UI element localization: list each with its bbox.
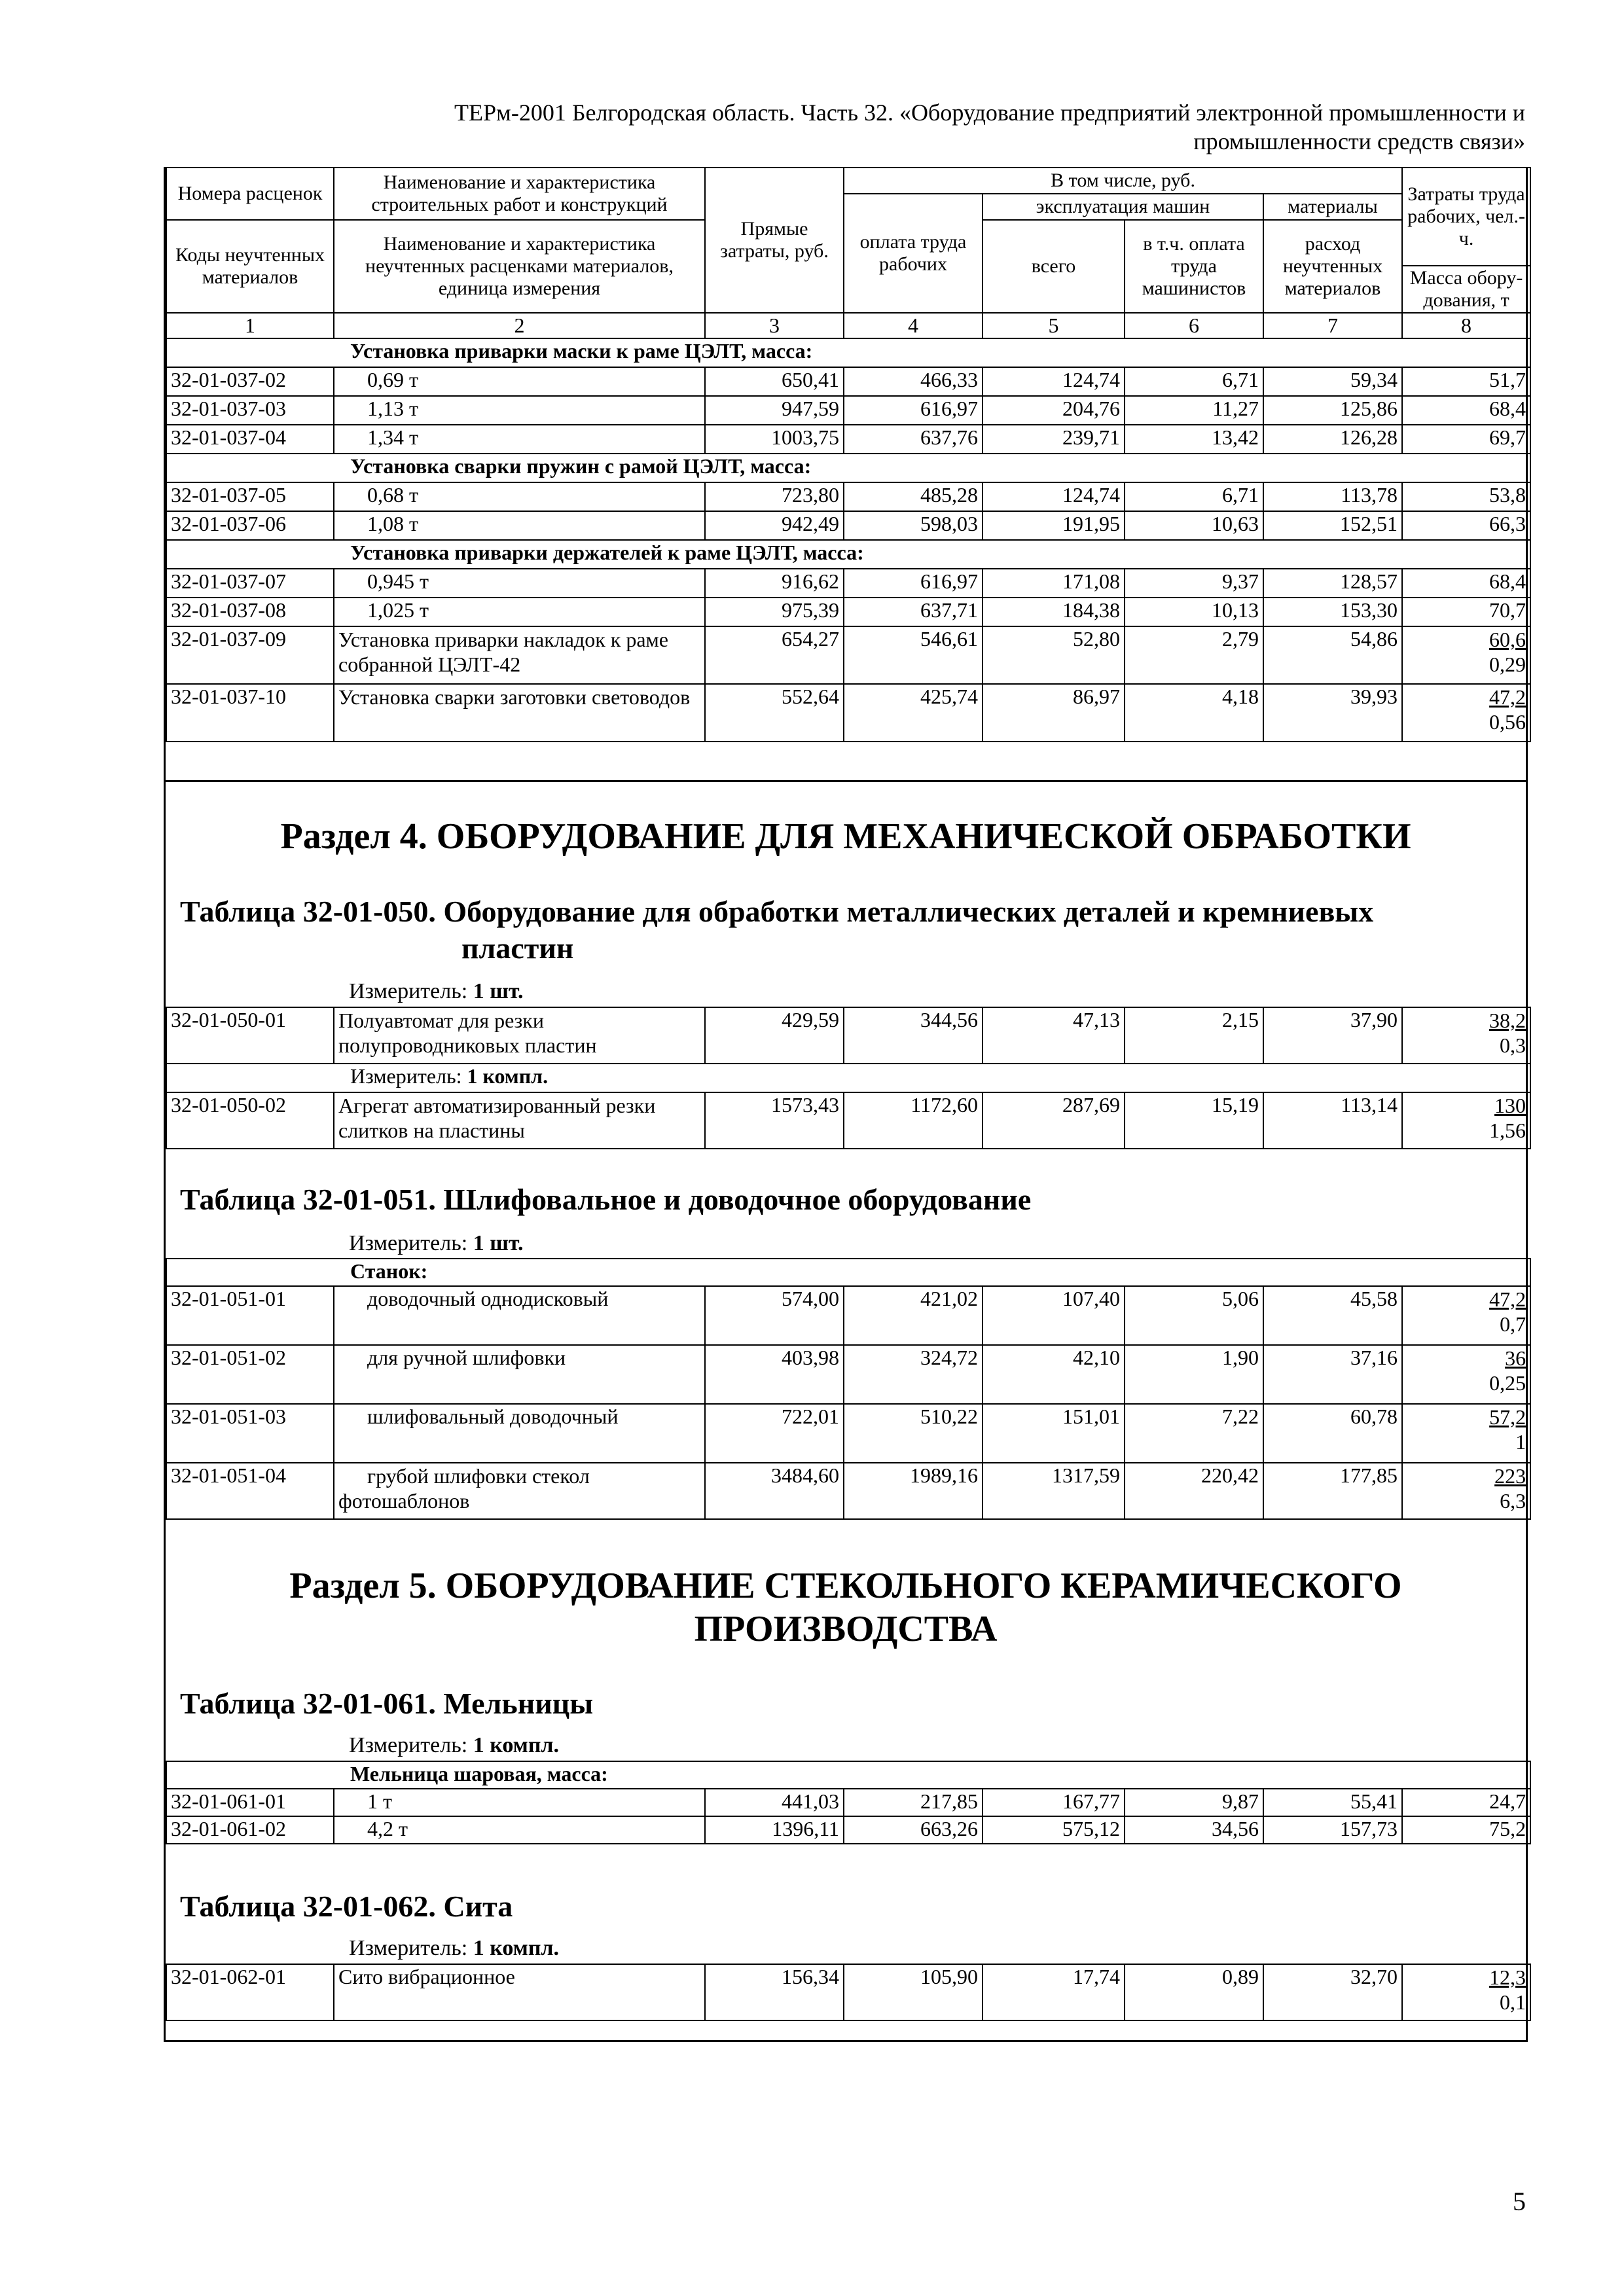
cell-worker-pay: 1172,60: [844, 1092, 983, 1149]
column-number: 4: [844, 313, 983, 338]
rate-name: для ручной шлифовки: [334, 1345, 705, 1404]
measure-unit: 1 компл.: [473, 1733, 560, 1757]
cell-operator-pay: 6,71: [1125, 482, 1263, 511]
rate-name: шлифовальный доводочный: [334, 1404, 705, 1463]
cell-worker-pay: 637,71: [844, 598, 983, 626]
rate-code: 32-01-037-08: [166, 598, 334, 626]
table-row: [166, 1286, 1530, 1345]
cell-operator-pay: 13,42: [1125, 425, 1263, 454]
rate-name: Установка сварки заготовки световодов: [334, 684, 705, 742]
cell-direct-costs: 916,62: [705, 569, 844, 598]
measure-unit: 1 компл.: [467, 1064, 549, 1088]
cell-direct-costs: 654,27: [705, 626, 844, 684]
table-row: [166, 1345, 1530, 1404]
cell-labor: 75,2: [1402, 1816, 1530, 1844]
col-header-worker-pay: оплата труда рабочих: [844, 194, 983, 313]
cell-materials: 126,28: [1263, 425, 1402, 454]
cell-worker-pay: 546,61: [844, 626, 983, 684]
table-050-measure: [166, 978, 1624, 1005]
col-header-machine-total: всего: [983, 220, 1125, 313]
cell-labor-and-mass: [1402, 1404, 1530, 1463]
rate-code: 32-01-061-02: [166, 1816, 334, 1844]
cell-machine-total: 124,74: [983, 482, 1125, 511]
cell-operator-pay: 2,79: [1125, 626, 1263, 684]
cell-labor: 66,3: [1402, 511, 1530, 540]
col-header-material-consumption: расход неучтенных материалов: [1263, 220, 1402, 313]
cell-worker-pay: 598,03: [844, 511, 983, 540]
section-5-title-line1: Раздел 5. ОБОРУДОВАНИЕ СТЕКОЛЬНОГО КЕРАМИЧЕСКОГО: [289, 1566, 1402, 1606]
table-061-title: Таблица 32-01-061. Мельницы: [180, 1687, 594, 1720]
cell-operator-pay: 1,90: [1125, 1345, 1263, 1404]
mass-value: 6,3: [1500, 1489, 1526, 1513]
cell-worker-pay: 421,02: [844, 1286, 983, 1345]
cell-materials: 152,51: [1263, 511, 1402, 540]
cell-worker-pay: 344,56: [844, 1007, 983, 1064]
column-number: 8: [1402, 313, 1530, 338]
rate-code: 32-01-051-03: [166, 1404, 334, 1463]
cell-direct-costs: 942,49: [705, 511, 844, 540]
cell-labor: 51,7: [1402, 367, 1530, 396]
rate-name: Установка приварки накладок к раме собранной ЦЭЛТ-42: [334, 626, 705, 684]
col-header-direct-costs: Прямые затраты, руб.: [705, 168, 844, 313]
cell-operator-pay: 11,27: [1125, 396, 1263, 425]
rate-name: 1,13 т: [334, 396, 705, 425]
rate-code: 32-01-037-04: [166, 425, 334, 454]
cell-machine-total: 204,76: [983, 396, 1125, 425]
cell-labor: 69,7: [1402, 425, 1530, 454]
rate-code: 32-01-037-06: [166, 511, 334, 540]
cell-labor-and-mass: [1402, 1007, 1530, 1064]
measure-label: Измеритель:: [349, 1231, 468, 1255]
cell-materials: 54,86: [1263, 626, 1402, 684]
page-number: 5: [1513, 2187, 1526, 2216]
cell-labor-and-mass: [1402, 684, 1530, 742]
rate-code: 32-01-051-04: [166, 1463, 334, 1519]
rate-code: 32-01-062-01: [166, 1964, 334, 2020]
cell-operator-pay: 7,22: [1125, 1404, 1263, 1463]
cell-operator-pay: 9,87: [1125, 1789, 1263, 1816]
cell-worker-pay: 485,28: [844, 482, 983, 511]
cell-operator-pay: 0,89: [1125, 1964, 1263, 2020]
measure-label: Измеритель:: [349, 1733, 468, 1757]
labor-value: 223: [1494, 1464, 1526, 1488]
table-row: [166, 684, 1530, 742]
measure-label: Измеритель:: [349, 979, 468, 1003]
table-050-title-line1: Таблица 32-01-050. Оборудование для обработки металлических деталей и кремниевых: [180, 895, 1374, 928]
cell-operator-pay: 34,56: [1125, 1816, 1263, 1844]
cell-direct-costs: 947,59: [705, 396, 844, 425]
group-heading: Мельница шаровая, масса:: [166, 1761, 1530, 1789]
cell-worker-pay: 217,85: [844, 1789, 983, 1816]
col-header-equipment-mass: Масса обору-дования, т: [1402, 266, 1530, 313]
cell-materials: 157,73: [1263, 1816, 1402, 1844]
cell-labor-and-mass: [1402, 1345, 1530, 1404]
cell-labor-and-mass: [1402, 1463, 1530, 1519]
rate-code: 32-01-037-05: [166, 482, 334, 511]
cell-materials: 37,16: [1263, 1345, 1402, 1404]
table-051-title: Таблица 32-01-051. Шлифовальное и доводочное оборудование: [180, 1183, 1032, 1216]
rate-name: 0,68 т: [334, 482, 705, 511]
cell-operator-pay: 5,06: [1125, 1286, 1263, 1345]
cell-machine-total: 107,40: [983, 1286, 1125, 1345]
cell-labor-and-mass: [1402, 1092, 1530, 1149]
running-header: [164, 98, 1525, 156]
table-row: [166, 482, 1530, 511]
column-number: 3: [705, 313, 844, 338]
rate-name: 0,69 т: [334, 367, 705, 396]
col-header-material-names: Наименование и характеристика неучтенных расценками материалов, единица измерения: [334, 220, 705, 313]
column-number: 1: [166, 313, 334, 338]
cell-operator-pay: 10,13: [1125, 598, 1263, 626]
cell-operator-pay: 220,42: [1125, 1463, 1263, 1519]
labor-value: 12,3: [1489, 1965, 1526, 1989]
section-4-title: Раздел 4. ОБОРУДОВАНИЕ ДЛЯ МЕХАНИЧЕСКОЙ ОБРАБОТКИ: [280, 816, 1411, 857]
group-heading: Установка приварки держателей к раме ЦЭЛТ, масса:: [166, 540, 1530, 569]
cell-labor: 24,7: [1402, 1789, 1530, 1816]
cell-worker-pay: 425,74: [844, 684, 983, 742]
cell-worker-pay: 510,22: [844, 1404, 983, 1463]
cell-labor-and-mass: [1402, 626, 1530, 684]
cell-worker-pay: 616,97: [844, 569, 983, 598]
table-row: [166, 1404, 1530, 1463]
table-row: [166, 367, 1530, 396]
table-row: [166, 1007, 1530, 1064]
rate-name: доводочный однодисковый: [334, 1286, 705, 1345]
cell-materials: 113,78: [1263, 482, 1402, 511]
table-051: [166, 1258, 1526, 1520]
mass-value: 0,3: [1500, 1033, 1526, 1057]
rate-code: 32-01-061-01: [166, 1789, 334, 1816]
table-row: [166, 626, 1530, 684]
cell-worker-pay: 637,76: [844, 425, 983, 454]
mass-value: 1,56: [1489, 1119, 1526, 1142]
table-row: [166, 1789, 1530, 1816]
cell-materials: 153,30: [1263, 598, 1402, 626]
cell-materials: 59,34: [1263, 367, 1402, 396]
mass-value: 0,7: [1500, 1312, 1526, 1336]
cell-direct-costs: 1396,11: [705, 1816, 844, 1844]
measure-unit: 1 шт.: [473, 979, 524, 1003]
col-header-operator-pay: в т.ч. оплата труда машинистов: [1125, 220, 1263, 313]
cell-worker-pay: 616,97: [844, 396, 983, 425]
table-row: [166, 1816, 1530, 1844]
column-number: 6: [1125, 313, 1263, 338]
section-5-title-line2: ПРОИЗВОДСТВА: [694, 1609, 998, 1649]
rates-table-037: [166, 167, 1531, 742]
cell-labor: 53,8: [1402, 482, 1530, 511]
col-header-machine-operation: эксплуатация машин: [983, 194, 1263, 220]
table-row: [166, 569, 1530, 598]
mass-value: 0,1: [1500, 1990, 1526, 2014]
rate-code: 32-01-037-03: [166, 396, 334, 425]
rate-name: 1,34 т: [334, 425, 705, 454]
cell-materials: 128,57: [1263, 569, 1402, 598]
table-row: [166, 1463, 1530, 1519]
cell-materials: 113,14: [1263, 1092, 1402, 1149]
column-number-row: [166, 313, 1530, 338]
cell-machine-total: 1317,59: [983, 1463, 1125, 1519]
cell-worker-pay: 324,72: [844, 1345, 983, 1404]
cell-machine-total: 47,13: [983, 1007, 1125, 1064]
cell-operator-pay: 4,18: [1125, 684, 1263, 742]
cell-worker-pay: 663,26: [844, 1816, 983, 1844]
section-5-title: [166, 1564, 1526, 1651]
group-heading: Станок:: [166, 1259, 1530, 1286]
cell-materials: 45,58: [1263, 1286, 1402, 1345]
labor-value: 47,2: [1489, 1287, 1526, 1311]
cell-operator-pay: 6,71: [1125, 367, 1263, 396]
cell-machine-total: 86,97: [983, 684, 1125, 742]
rate-code: 32-01-037-09: [166, 626, 334, 684]
labor-value: 130: [1494, 1094, 1526, 1117]
cell-machine-total: 42,10: [983, 1345, 1125, 1404]
cell-machine-total: 287,69: [983, 1092, 1125, 1149]
rate-code: 32-01-051-01: [166, 1286, 334, 1345]
cell-machine-total: 575,12: [983, 1816, 1125, 1844]
col-header-rate-numbers: Номера расценок: [166, 168, 334, 220]
measure-unit: 1 компл.: [473, 1936, 560, 1960]
table-062-measure: [166, 1935, 1624, 1962]
mass-value: 0,25: [1489, 1371, 1526, 1395]
cell-direct-costs: 1573,43: [705, 1092, 844, 1149]
table-061-measure: [166, 1732, 1624, 1759]
column-number: 5: [983, 313, 1125, 338]
rate-name: 0,945 т: [334, 569, 705, 598]
measure-label: Измеритель:: [350, 1064, 462, 1088]
cell-machine-total: 52,80: [983, 626, 1125, 684]
rate-name: Полуавтомат для резки полупроводниковых пластин: [334, 1007, 705, 1064]
mass-value: 1: [1515, 1430, 1526, 1454]
cell-direct-costs: 1003,75: [705, 425, 844, 454]
labor-value: 47,2: [1489, 685, 1526, 709]
cell-direct-costs: 552,64: [705, 684, 844, 742]
table-row: [166, 511, 1530, 540]
table-row: [166, 1092, 1530, 1149]
cell-operator-pay: 9,37: [1125, 569, 1263, 598]
rate-code: 32-01-050-01: [166, 1007, 334, 1064]
cell-direct-costs: 722,01: [705, 1404, 844, 1463]
cell-materials: 39,93: [1263, 684, 1402, 742]
table-050: [166, 1007, 1526, 1149]
table-050-title: [166, 893, 1540, 967]
rate-name: 1 т: [334, 1789, 705, 1816]
table-row: [166, 396, 1530, 425]
cell-worker-pay: 1989,16: [844, 1463, 983, 1519]
cell-materials: 177,85: [1263, 1463, 1402, 1519]
table-061: [166, 1761, 1526, 1844]
rate-name: грубой шлифовки стекол фотошаблонов: [334, 1463, 705, 1519]
cell-materials: 32,70: [1263, 1964, 1402, 2020]
cell-operator-pay: 15,19: [1125, 1092, 1263, 1149]
rate-code: 32-01-050-02: [166, 1092, 334, 1149]
running-header-line2: промышленности средств связи»: [1193, 128, 1525, 154]
table-row: [166, 1964, 1530, 2020]
cell-worker-pay: 466,33: [844, 367, 983, 396]
cell-worker-pay: 105,90: [844, 1964, 983, 2020]
running-header-line1: ТЕРм-2001 Белгородская область. Часть 32. «Оборудование предприятий электронной промышленности и: [454, 99, 1525, 126]
labor-value: 60,6: [1489, 628, 1526, 651]
rate-code: 32-01-037-02: [166, 367, 334, 396]
table-row: [166, 598, 1530, 626]
cell-machine-total: 239,71: [983, 425, 1125, 454]
group-heading: Установка приварки маски к раме ЦЭЛТ, масса:: [166, 338, 1530, 367]
rate-name: Агрегат автоматизированный резки слитков на пластины: [334, 1092, 705, 1149]
cell-machine-total: 171,08: [983, 569, 1125, 598]
cell-labor: 68,4: [1402, 396, 1530, 425]
cell-machine-total: 184,38: [983, 598, 1125, 626]
col-header-material-codes: Коды неучтенных материалов: [166, 220, 334, 313]
table-row: [166, 425, 1530, 454]
cell-materials: 55,41: [1263, 1789, 1402, 1816]
cell-materials: 125,86: [1263, 396, 1402, 425]
cell-labor-and-mass: [1402, 1964, 1530, 2020]
column-number: 7: [1263, 313, 1402, 338]
measure-label: Измеритель:: [349, 1936, 468, 1960]
cell-machine-total: 151,01: [983, 1404, 1125, 1463]
cell-machine-total: 167,77: [983, 1789, 1125, 1816]
cell-direct-costs: 574,00: [705, 1286, 844, 1345]
col-header-work-name: Наименование и характеристика строительных работ и конструкций: [334, 168, 705, 220]
col-header-materials: материалы: [1263, 194, 1402, 220]
top-table-frame: [164, 167, 1528, 782]
table-062: [166, 1964, 1526, 2021]
measure-row: [166, 1064, 1530, 1092]
labor-value: 57,2: [1489, 1405, 1526, 1429]
cell-direct-costs: 723,80: [705, 482, 844, 511]
labor-value: 36: [1505, 1346, 1526, 1370]
cell-operator-pay: 2,15: [1125, 1007, 1263, 1064]
group-heading: Установка сварки пружин с рамой ЦЭЛТ, масса:: [166, 454, 1530, 482]
cell-direct-costs: 156,34: [705, 1964, 844, 2020]
cell-operator-pay: 10,63: [1125, 511, 1263, 540]
cell-direct-costs: 403,98: [705, 1345, 844, 1404]
cell-direct-costs: 650,41: [705, 367, 844, 396]
cell-direct-costs: 429,59: [705, 1007, 844, 1064]
column-number: 2: [334, 313, 705, 338]
rate-code: 32-01-037-07: [166, 569, 334, 598]
measure-unit: 1 шт.: [473, 1231, 524, 1255]
cell-direct-costs: 975,39: [705, 598, 844, 626]
cell-materials: 37,90: [1263, 1007, 1402, 1064]
cell-machine-total: 124,74: [983, 367, 1125, 396]
table-050-title-line2: пластин: [461, 931, 574, 965]
col-header-including: В том числе, руб.: [844, 168, 1402, 194]
rate-name: 4,2 т: [334, 1816, 705, 1844]
rate-code: 32-01-037-10: [166, 684, 334, 742]
table-062-title: Таблица 32-01-062. Сита: [180, 1890, 513, 1923]
rate-name: 1,025 т: [334, 598, 705, 626]
cell-machine-total: 17,74: [983, 1964, 1125, 2020]
cell-labor: 70,7: [1402, 598, 1530, 626]
body-frame: [164, 782, 1528, 2042]
rate-name: Сито вибрационное: [334, 1964, 705, 2020]
rate-code: 32-01-051-02: [166, 1345, 334, 1404]
cell-direct-costs: 3484,60: [705, 1463, 844, 1519]
rate-name: 1,08 т: [334, 511, 705, 540]
mass-value: 0,56: [1489, 710, 1526, 734]
col-header-labor-costs: Затраты труда рабочих, чел.-ч.: [1402, 168, 1530, 266]
labor-value: 38,2: [1489, 1009, 1526, 1032]
table-051-measure: [166, 1230, 1624, 1257]
cell-labor-and-mass: [1402, 1286, 1530, 1345]
cell-materials: 60,78: [1263, 1404, 1402, 1463]
cell-labor: 68,4: [1402, 569, 1530, 598]
mass-value: 0,29: [1489, 653, 1526, 676]
cell-direct-costs: 441,03: [705, 1789, 844, 1816]
cell-machine-total: 191,95: [983, 511, 1125, 540]
